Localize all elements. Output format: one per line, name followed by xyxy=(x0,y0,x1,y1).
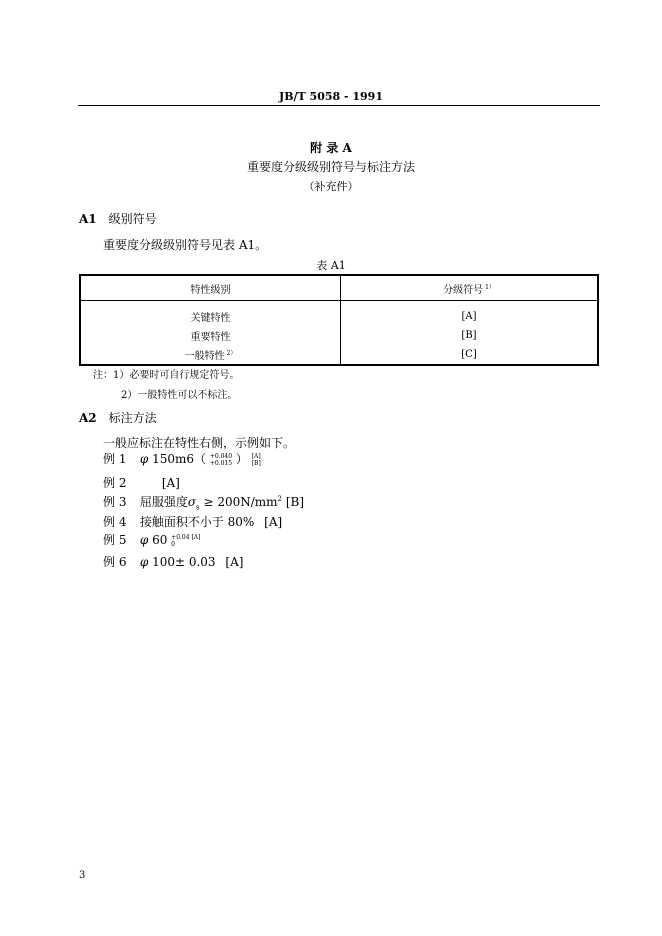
tolerance-upper: +0.040 xyxy=(209,452,233,460)
phi-symbol: φ xyxy=(139,452,149,466)
example-6 xyxy=(103,553,243,570)
section-a1-number: A1 xyxy=(79,212,97,226)
close-paren: ） xyxy=(235,452,248,466)
tolerance-lower: +0.015 xyxy=(209,459,233,467)
section-a2-number: A2 xyxy=(79,411,97,425)
table-row xyxy=(80,345,598,365)
section-a2-heading xyxy=(79,409,157,426)
grade-lower: [B] xyxy=(251,459,261,467)
phi-symbol: φ xyxy=(139,533,149,547)
tolerance-stack xyxy=(210,453,232,467)
table-header-row xyxy=(80,275,598,301)
sigma-subscript: s xyxy=(196,503,200,512)
table-note-1: 注：1）必要时可自行规定符号。 xyxy=(93,370,240,381)
phi-symbol: φ xyxy=(139,555,149,569)
unit-superscript: 2 xyxy=(277,495,283,503)
tolerance-lower: 0 xyxy=(171,540,175,548)
tolerance-stack xyxy=(171,534,200,548)
example-text: 接触面积不小于 80% xyxy=(139,515,255,529)
table-cell-level: 关键特性 xyxy=(80,301,341,327)
header-rule xyxy=(78,105,600,106)
table-row xyxy=(80,326,598,345)
example-label: 例 2 xyxy=(103,476,127,490)
example-value: 100± 0.03 xyxy=(152,555,216,569)
section-a2-text: 一般应标注在特性右侧，示例如下。 xyxy=(103,436,296,450)
example-grade: [A] xyxy=(161,476,180,490)
grade-stack xyxy=(252,453,261,467)
table-row xyxy=(80,301,598,327)
example-label: 例 3 xyxy=(103,495,127,509)
appendix-note: （补充件） xyxy=(303,180,359,193)
example-value: 150m6（ xyxy=(152,452,206,466)
table-cell-symbol: [B] xyxy=(341,326,599,345)
appendix-title: 附 录 A xyxy=(310,141,352,155)
tolerance-upper: +0.04 [A] xyxy=(171,533,201,541)
example-2 xyxy=(103,474,180,491)
example-label: 例 4 xyxy=(103,515,127,529)
example-5 xyxy=(103,531,200,548)
grade-upper: [A] xyxy=(251,452,261,460)
example-grade: [B] xyxy=(285,495,305,509)
example-value: ≥ 200N/mm xyxy=(203,495,278,509)
section-a2-title: 标注方法 xyxy=(108,411,157,425)
example-value: 60 xyxy=(152,533,168,547)
page-number: 3 xyxy=(79,870,86,881)
appendix-subtitle: 重要度分级级别符号与标注方法 xyxy=(246,160,415,174)
table-note-2: 2）一般特性可以不标注。 xyxy=(121,390,238,401)
header-footnote-mark: 1） xyxy=(485,283,495,291)
example-text: 屈服强度 xyxy=(139,495,188,509)
example-label: 例 1 xyxy=(103,452,127,466)
grade-table xyxy=(79,274,599,366)
example-grade: [A] xyxy=(225,555,244,569)
header-cell-symbol: 分级符号 $^{1)}$ xyxy=(341,275,599,301)
example-3 xyxy=(103,493,304,511)
sigma-symbol: σ xyxy=(187,495,197,509)
section-a1-text: 重要度分级级别符号见表 A1。 xyxy=(103,238,268,252)
example-1 xyxy=(103,450,261,467)
table-cell-level: 一般特性 $^{2)}$ xyxy=(80,345,341,365)
table-cell-level: 重要特性 xyxy=(80,326,341,345)
table-cell-symbol: [C] xyxy=(341,345,599,365)
example-4 xyxy=(103,513,282,530)
example-grade: [A] xyxy=(264,515,283,529)
page-header: JB/T 5058 - 1991 xyxy=(279,90,383,103)
example-label: 例 6 xyxy=(103,555,127,569)
row-footnote-mark: 2） xyxy=(226,350,237,357)
section-a1-title: 级别符号 xyxy=(108,212,157,226)
table-cell-symbol: [A] xyxy=(341,301,599,327)
example-label: 例 5 xyxy=(103,533,127,547)
table-caption: 表 A1 xyxy=(316,259,346,272)
header-cell-level: 特性级别 xyxy=(80,275,341,301)
section-a1-heading xyxy=(79,210,157,227)
